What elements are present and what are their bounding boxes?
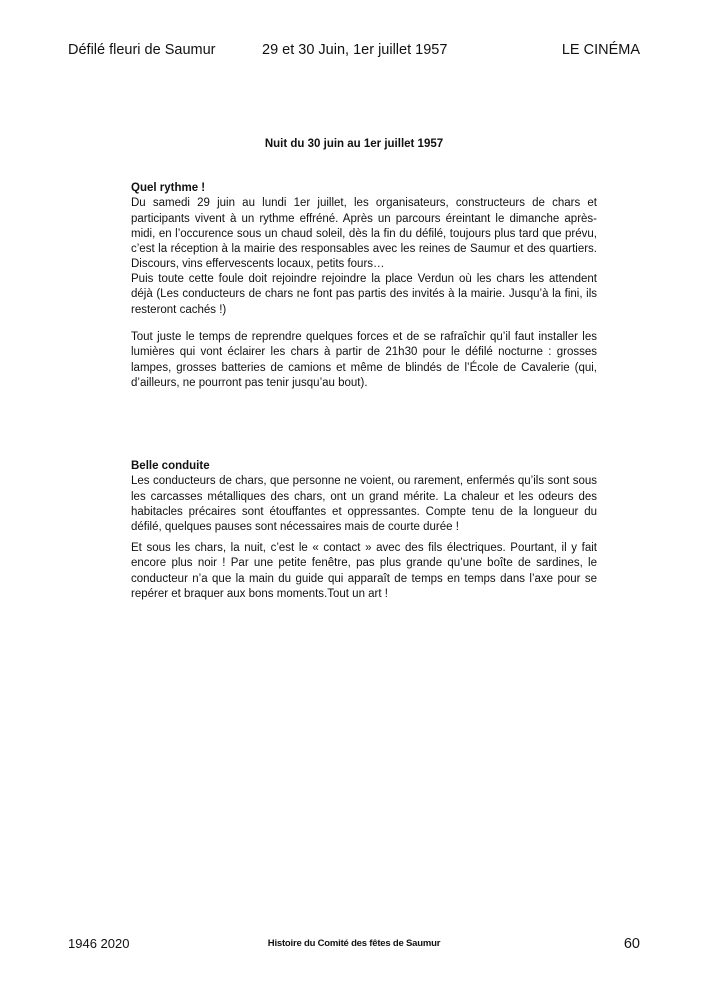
footer-book-title: Histoire du Comité des fêtes de Saumur	[267, 938, 441, 949]
section-heading: Belle conduite	[131, 460, 210, 472]
header-center-text: 29 et 30 Juin, 1er juillet 1957	[262, 42, 448, 58]
paragraph: Du samedi 29 juin au lundi 1er juillet, les organisateurs, constructeurs de chars et participants vivent à un rythme effréné. Après un parcours éreintant le dimanche après-midi, en l’occurence sous un chaud soleil, dès la fin du défilé, toujours plus tard que prévu, c’est la réception à la mairie des responsables avec les reines de Saumur et des quartiers. Discours, vins effervescents locaux, petits fours…	[131, 197, 597, 271]
section-heading: Quel rythme !	[131, 182, 206, 194]
page-footer	[0, 936, 708, 956]
page-number: 60	[623, 936, 640, 952]
paragraph: Les conducteurs de chars, que personne ne voient, ou rarement, enfermés qu’ils sont sous les carcasses métalliques des chars, ont un grand mérite. La chaleur et les odeurs des habitacles précaires sont étouffantes et oppressantes. Compte tenu de la longueur du défilé, quelques pauses sont nécessaires mais de courte durée !	[131, 475, 597, 534]
section-belle-conduite	[131, 459, 597, 600]
header-right-text: LE CINÉMA	[561, 42, 640, 58]
page-title: Nuit du 30 juin au 1er juillet 1957	[264, 138, 444, 150]
paragraph: Tout juste le temps de reprendre quelques forces et de se rafraîchir qu’il faut installer les lumières qui vont éclairer les chars à partir de 21h30 pour le défilé nocturne : grosses lampes, grosses batteries de camions et même de blindés de l’École de Cavalerie (qui, d’ailleurs, ne pourront pas tenir jusqu’au bout).	[131, 331, 597, 389]
page-header	[0, 42, 708, 62]
paragraph: Puis toute cette foule doit rejoindre rejoindre la place Verdun où les chars les attendent déjà (Les conducteurs de chars ne font pas partis des invités à la mairie. Jusqu’à la fini, ils resteront cachés !)	[131, 273, 597, 316]
section-quel-rythme	[131, 181, 597, 389]
header-left-text: Défilé fleuri de Saumur	[68, 42, 216, 58]
footer-years: 1946 2020	[68, 936, 130, 951]
paragraph: Et sous les chars, la nuit, c’est le « contact » avec des fils électriques. Pourtant, il y fait encore plus noir ! Par une petite fenêtre, pas plus grande qu’une boîte de sardines, le conducteur n’a que la main du guide qui apparaît de temps en temps dans l’axe pour se repérer et braquer aux bons moments.Tout un art !	[131, 542, 597, 600]
